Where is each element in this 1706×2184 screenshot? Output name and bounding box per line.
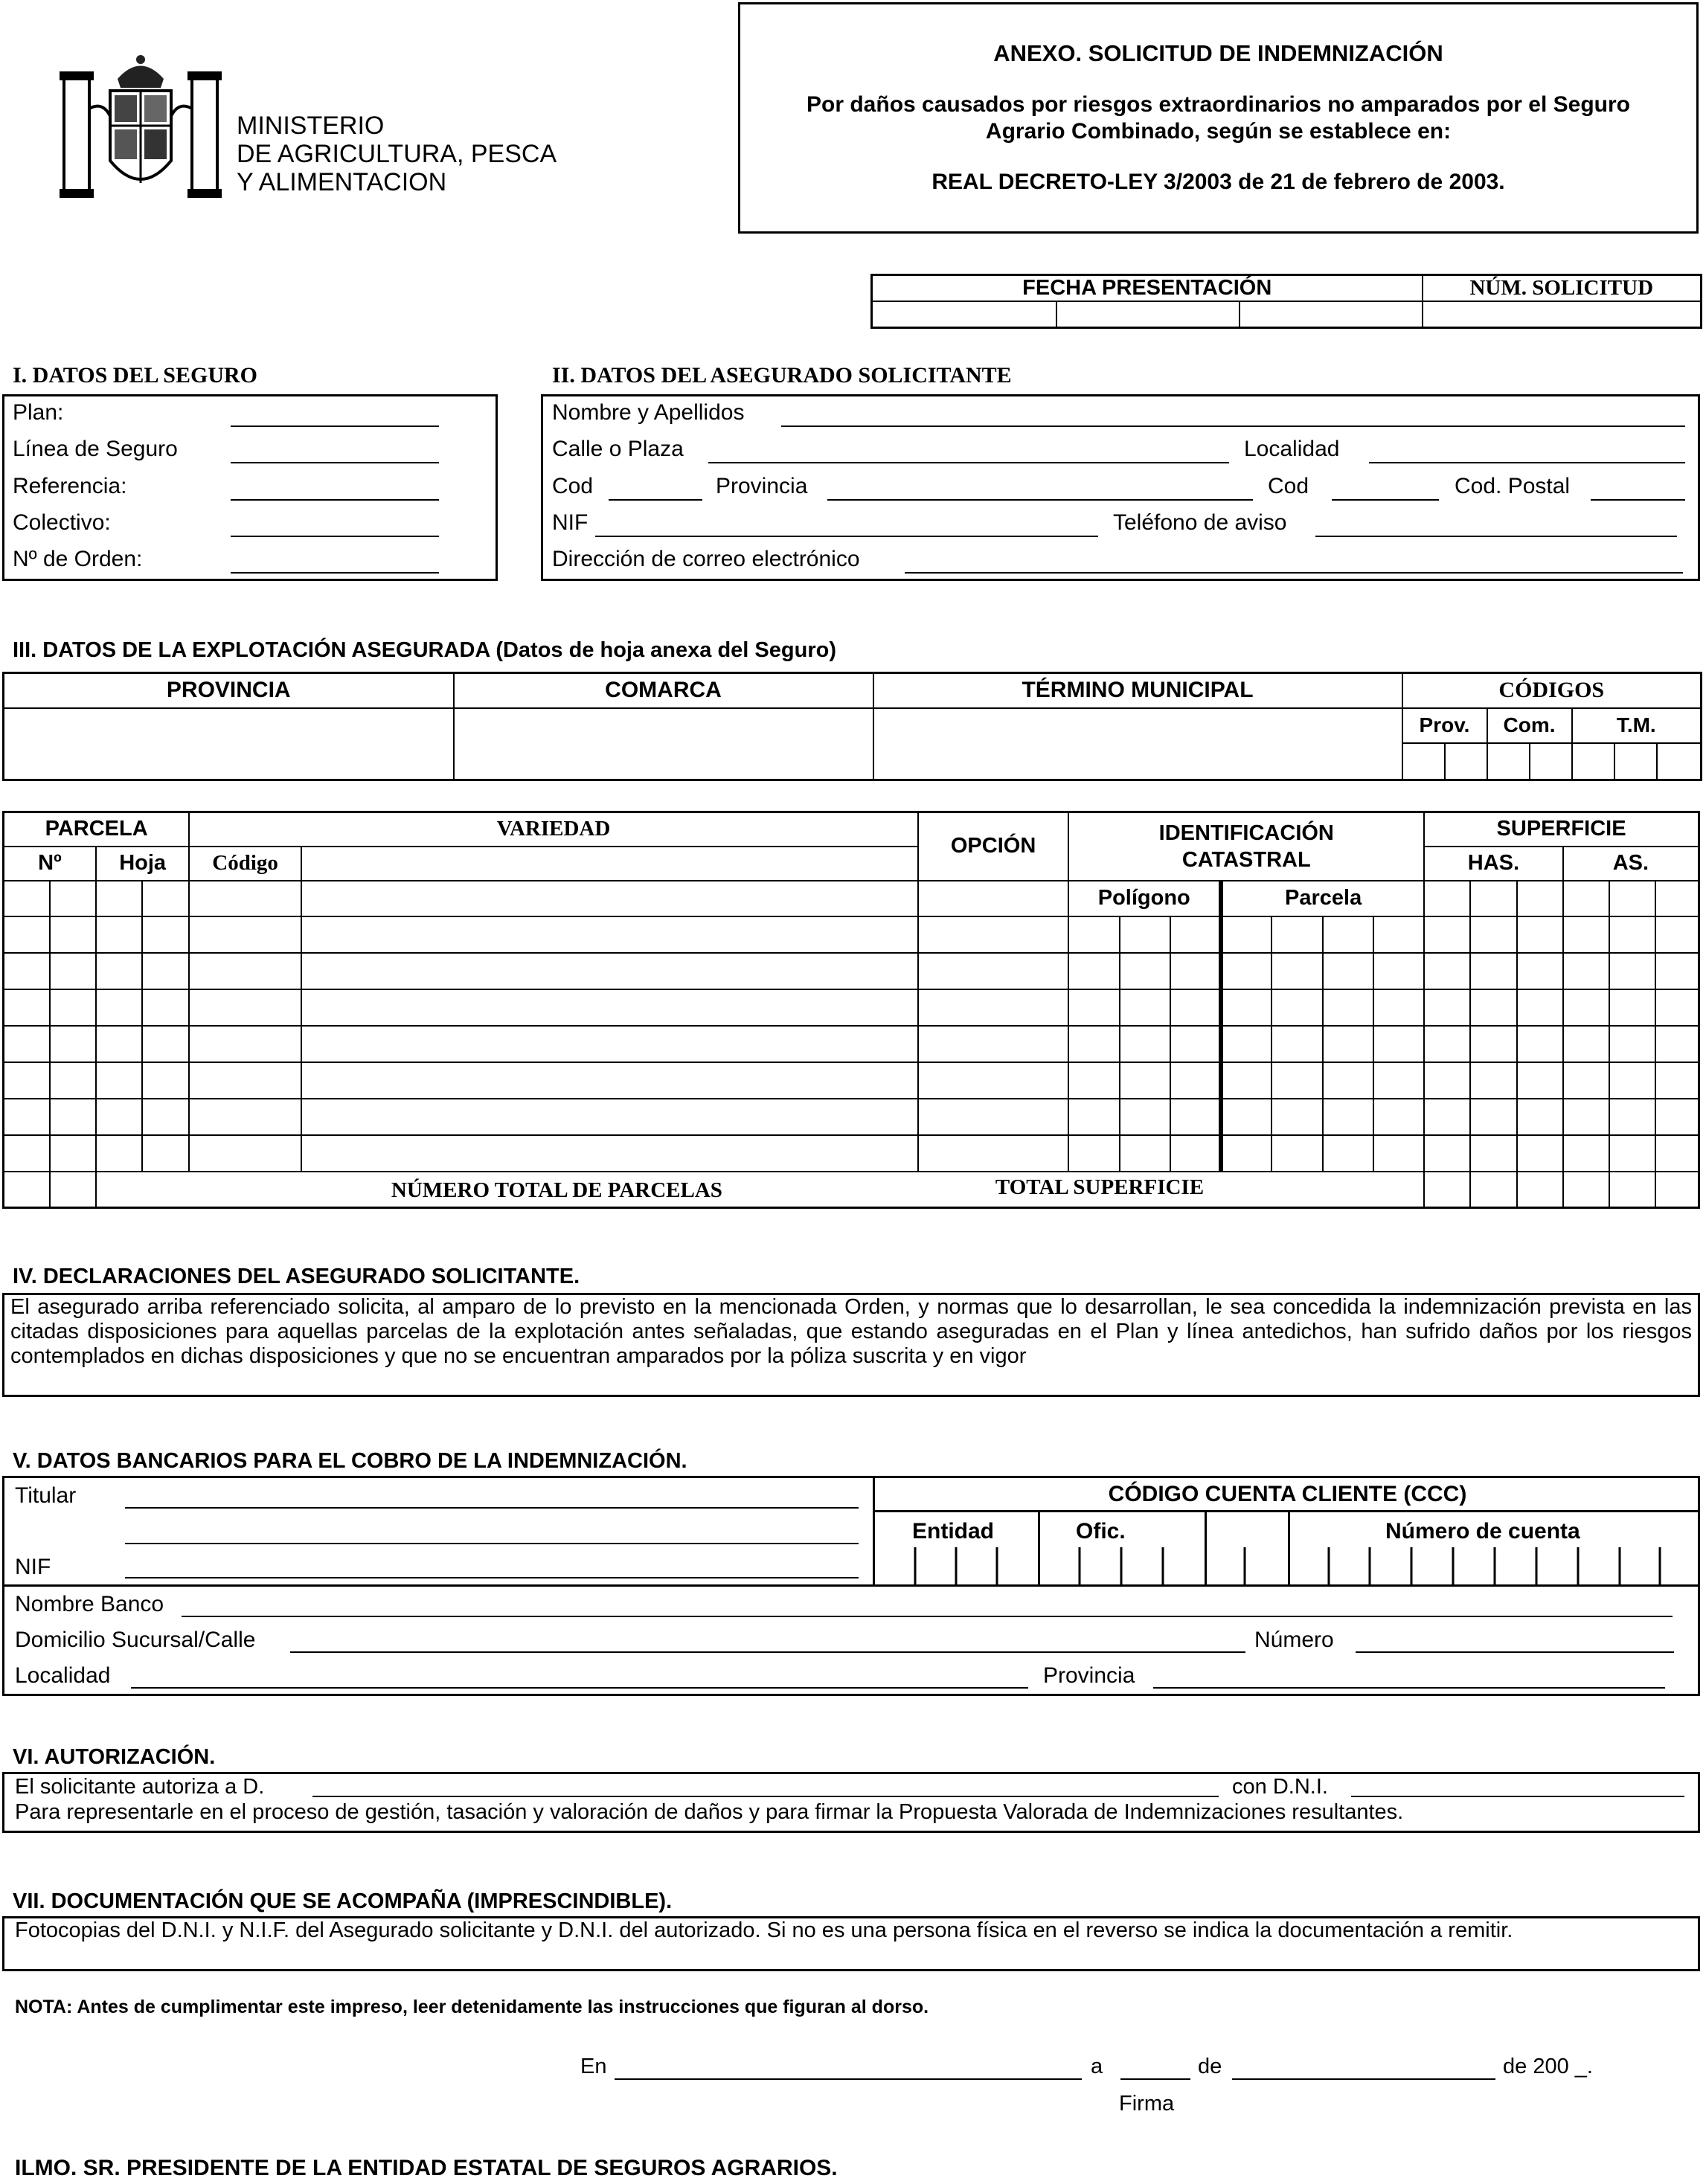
- parcela-catastral-header: Parcela: [1221, 881, 1424, 916]
- cell[interactable]: [918, 881, 1069, 916]
- annex-subtitle-2: Agrario Combinado, según se establece en:: [985, 119, 1452, 144]
- bank-localidad-input[interactable]: [131, 1687, 1028, 1689]
- cell[interactable]: [1470, 881, 1516, 916]
- field-referencia-label: Referencia:: [13, 474, 127, 498]
- parcelas-table: [2, 811, 1700, 1209]
- total-parcelas-label: NÚMERO TOTAL DE PARCELAS: [391, 1178, 722, 1202]
- section-4-title: IV. DECLARACIONES DEL ASEGURADO SOLICITANTE.: [13, 1265, 580, 1288]
- cell[interactable]: [1517, 881, 1563, 916]
- code-box[interactable]: [1445, 743, 1487, 780]
- nombre-input[interactable]: [781, 425, 1685, 427]
- tm-code-header: T.M.: [1572, 708, 1702, 743]
- localidad-input[interactable]: [1369, 462, 1685, 463]
- field-linea-label: Línea de Seguro: [13, 437, 178, 461]
- fecha-year-cell[interactable]: [1240, 301, 1423, 327]
- comarca-cell[interactable]: [454, 708, 873, 780]
- comarca-header: COMARCA: [454, 673, 873, 708]
- cell[interactable]: [142, 881, 189, 916]
- code-box[interactable]: [1402, 743, 1445, 780]
- addressee-footer: ILMO. SR. PRESIDENTE DE LA ENTIDAD ESTATAL DE SEGUROS AGRARIOS.: [15, 2156, 838, 2180]
- localidad-label: Localidad: [1244, 437, 1340, 461]
- bank-provincia-label: Provincia: [1043, 1663, 1135, 1688]
- termino-header: TÉRMINO MUNICIPAL: [873, 673, 1402, 708]
- sign-place-input[interactable]: [615, 2078, 1082, 2080]
- domicilio-input[interactable]: [290, 1651, 1245, 1653]
- cod1-label: Cod: [552, 474, 594, 498]
- superficie-header: SUPERFICIE: [1424, 812, 1699, 847]
- total-superficie-box[interactable]: [1655, 1172, 1699, 1208]
- declaration-text: El asegurado arriba referenciado solicita, al amparo de lo previsto en la mencionada Orden, y normas que lo desarrollan, le sea concedida la indemnización prevista en las citadas disposiciones para aquellas parcelas de la explotación antes señaladas, que estando aseguradas en el Plan y línea antedichos, han sufrido daños por los riesgos contemplados en dichas disposiciones y que no se encuentran amparados por la póliza suscrita y en vigor: [10, 1295, 1692, 1368]
- code-box[interactable]: [1530, 743, 1572, 780]
- nota-text: NOTA: Antes de cumplimentar este impreso, leer detenidamente las instrucciones que figuran al dorso.: [15, 1997, 929, 2017]
- section-1-title: I. DATOS DEL SEGURO: [13, 363, 257, 388]
- ministry-line-1: MINISTERIO: [237, 112, 385, 140]
- telefono-label: Teléfono de aviso: [1113, 510, 1287, 535]
- calle-label: Calle o Plaza: [552, 437, 684, 461]
- bank-nif-input[interactable]: [125, 1577, 859, 1578]
- autorizado-dni-input[interactable]: [1351, 1796, 1684, 1797]
- section-7-box: [2, 1916, 1700, 1971]
- as-header: AS.: [1563, 847, 1699, 881]
- email-input[interactable]: [905, 572, 1683, 574]
- bank-provincia-input[interactable]: [1153, 1687, 1665, 1689]
- section-3-title: III. DATOS DE LA EXPLOTACIÓN ASEGURADA (Datos de hoja anexa del Seguro): [13, 638, 836, 662]
- parcela-header: PARCELA: [4, 812, 190, 847]
- field-orden-input[interactable]: [231, 572, 439, 574]
- field-referencia-input[interactable]: [231, 499, 439, 501]
- annex-subtitle-1: Por daños causados por riesgos extraordinarios no amparados por el Seguro: [806, 92, 1630, 117]
- section-2-title: II. DATOS DEL ASEGURADO SOLICITANTE: [552, 363, 1012, 388]
- table-row: [4, 916, 1699, 953]
- identificacion-header: [1068, 812, 1424, 881]
- total-superficie-box[interactable]: [1424, 1172, 1470, 1208]
- provincia-input[interactable]: [827, 499, 1253, 501]
- fecha-month-cell[interactable]: [1056, 301, 1240, 327]
- field-colectivo-input[interactable]: [231, 536, 439, 537]
- ministry-line-3: Y ALIMENTACION: [237, 168, 447, 196]
- table-row: [4, 1099, 1699, 1135]
- code-box[interactable]: [1657, 743, 1702, 780]
- total-superficie-box[interactable]: [1563, 1172, 1609, 1208]
- decree-reference: REAL DECRETO-LEY 3/2003 de 21 de febrero de 2003.: [931, 170, 1505, 194]
- table-row: [4, 953, 1699, 989]
- bank-localidad-label: Localidad: [15, 1663, 111, 1688]
- identificacion-line-1: IDENTIFICACIÓN: [1158, 820, 1334, 845]
- coat-of-arms-emblem: [58, 49, 223, 205]
- table-row: [4, 989, 1699, 1026]
- fecha-day-cell[interactable]: [872, 301, 1056, 327]
- titular-label: Titular: [15, 1483, 77, 1508]
- table-row: [4, 1062, 1699, 1099]
- ccc-header: CÓDIGO CUENTA CLIENTE (CCC): [1108, 1482, 1467, 1506]
- ccc-digit-ticks[interactable]: [873, 1547, 1700, 1584]
- total-parcelas-box[interactable]: [4, 1172, 50, 1208]
- codigo-header: Código: [189, 847, 301, 881]
- cell[interactable]: [1424, 881, 1470, 916]
- banco-input[interactable]: [182, 1616, 1673, 1617]
- ofic-label: Ofic.: [1076, 1519, 1126, 1544]
- ministry-line-2: DE AGRICULTURA, PESCA: [237, 140, 557, 168]
- autorizado-input[interactable]: [312, 1796, 1219, 1797]
- field-orden-label: Nº de Orden:: [13, 547, 143, 571]
- cell[interactable]: [189, 881, 301, 916]
- total-superficie-box[interactable]: [1470, 1172, 1516, 1208]
- cell[interactable]: [1655, 881, 1699, 916]
- bank-divider-horizontal: [2, 1584, 1700, 1587]
- section-7-title: VII. DOCUMENTACIÓN QUE SE ACOMPAÑA (IMPRESCINDIBLE).: [13, 1889, 673, 1913]
- telefono-input[interactable]: [1315, 536, 1677, 537]
- sign-de-label: de: [1198, 2055, 1222, 2078]
- sign-year-label: de 200 _.: [1503, 2055, 1593, 2078]
- code-box[interactable]: [1487, 743, 1530, 780]
- prov-code-header: Prov.: [1402, 708, 1487, 743]
- provincia-cell[interactable]: [4, 708, 454, 780]
- cell[interactable]: [1609, 881, 1655, 916]
- provincia-header: PROVINCIA: [4, 673, 454, 708]
- explotacion-table: [2, 672, 1702, 781]
- codigos-header: CÓDIGOS: [1402, 673, 1702, 708]
- nombre-label: Nombre y Apellidos: [552, 400, 745, 425]
- cod2-label: Cod: [1268, 474, 1309, 498]
- poligono-header: Polígono: [1068, 881, 1221, 916]
- total-superficie-box[interactable]: [1609, 1172, 1655, 1208]
- cp-input[interactable]: [1591, 499, 1685, 501]
- code-box[interactable]: [1614, 743, 1657, 780]
- fecha-presentacion-header: FECHA PRESENTACIÓN: [872, 275, 1423, 302]
- cod1-input[interactable]: [609, 499, 702, 501]
- sign-day-input[interactable]: [1120, 2078, 1190, 2080]
- numero-label: Número: [1254, 1628, 1334, 1652]
- nif-label: NIF: [552, 510, 589, 535]
- opcion-header: OPCIÓN: [918, 812, 1069, 881]
- nif-input[interactable]: [595, 536, 1098, 537]
- cell[interactable]: [50, 881, 96, 916]
- registration-table: [870, 274, 1702, 329]
- cell[interactable]: [4, 881, 50, 916]
- code-box[interactable]: [1572, 743, 1614, 780]
- num-solicitud-cell[interactable]: [1423, 301, 1702, 327]
- numero-cuenta-label: Número de cuenta: [1385, 1519, 1580, 1544]
- autoriza-label: El solicitante autoriza a D.: [15, 1775, 265, 1799]
- field-linea-input[interactable]: [231, 462, 439, 463]
- cell[interactable]: [1563, 881, 1609, 916]
- totals-row: [4, 1172, 1699, 1208]
- hoja-header: Hoja: [96, 847, 189, 881]
- variedad-header: VARIEDAD: [189, 812, 917, 847]
- field-colectivo-label: Colectivo:: [13, 510, 111, 535]
- identificacion-line-2: CATASTRAL: [1181, 847, 1311, 872]
- termino-cell[interactable]: [873, 708, 1402, 780]
- ccc-header-divider: [873, 1510, 1700, 1512]
- table-row: [4, 1135, 1699, 1172]
- banco-label: Nombre Banco: [15, 1592, 164, 1616]
- titular-input[interactable]: [125, 1507, 859, 1509]
- entidad-label: Entidad: [912, 1519, 994, 1544]
- total-superficie-label: TOTAL SUPERFICIE: [995, 1175, 1205, 1199]
- has-header: HAS.: [1424, 847, 1563, 881]
- section-4-box: [2, 1293, 1700, 1397]
- cell[interactable]: [96, 881, 142, 916]
- sign-a-label: a: [1091, 2055, 1103, 2078]
- com-code-header: Com.: [1487, 708, 1572, 743]
- cell[interactable]: [301, 881, 918, 916]
- autoriza-text: Para representarle en el proceso de gestión, tasación y valoración de daños y para firmar la Propuesta Valorada de Indemnizaciones resultantes.: [15, 1800, 1404, 1824]
- autorizado-dni-label: con D.N.I.: [1232, 1775, 1328, 1799]
- n-header: Nº: [4, 847, 96, 881]
- email-label: Dirección de correo electrónico: [552, 547, 860, 571]
- section-6-title: VI. AUTORIZACIÓN.: [13, 1745, 216, 1769]
- titular-input-2[interactable]: [125, 1543, 859, 1544]
- variedad-name-header: [301, 847, 918, 881]
- annex-title: ANEXO. SOLICITUD DE INDEMNIZACIÓN: [993, 40, 1443, 66]
- documentacion-text: Fotocopias del D.N.I. y N.I.F. del Asegurado solicitante y D.N.I. del autorizado. Si no es una persona física en el reverso se indica la documentación a remitir.: [15, 1918, 1513, 1942]
- field-plan-input[interactable]: [231, 425, 439, 427]
- field-plan-label: Plan:: [13, 400, 64, 425]
- provincia-label: Provincia: [716, 474, 808, 498]
- total-parcelas-box[interactable]: [50, 1172, 96, 1208]
- totals-label-cell: [96, 1172, 1424, 1208]
- num-solicitud-header: NÚM. SOLICITUD: [1423, 275, 1702, 302]
- cod2-input[interactable]: [1332, 499, 1439, 501]
- sign-month-input[interactable]: [1232, 2078, 1495, 2080]
- sign-en-label: En: [580, 2055, 607, 2078]
- section-5-title: V. DATOS BANCARIOS PARA EL COBRO DE LA INDEMNIZACIÓN.: [13, 1449, 687, 1473]
- firma-label: Firma: [1119, 2092, 1175, 2116]
- calle-input[interactable]: [708, 462, 1229, 463]
- bank-nif-label: NIF: [15, 1555, 51, 1579]
- numero-input[interactable]: [1356, 1651, 1674, 1653]
- annex-title-box: [738, 2, 1699, 234]
- domicilio-label: Domicilio Sucursal/Calle: [15, 1628, 256, 1652]
- total-superficie-box[interactable]: [1517, 1172, 1563, 1208]
- cp-label: Cod. Postal: [1455, 474, 1571, 498]
- table-row: [4, 1026, 1699, 1062]
